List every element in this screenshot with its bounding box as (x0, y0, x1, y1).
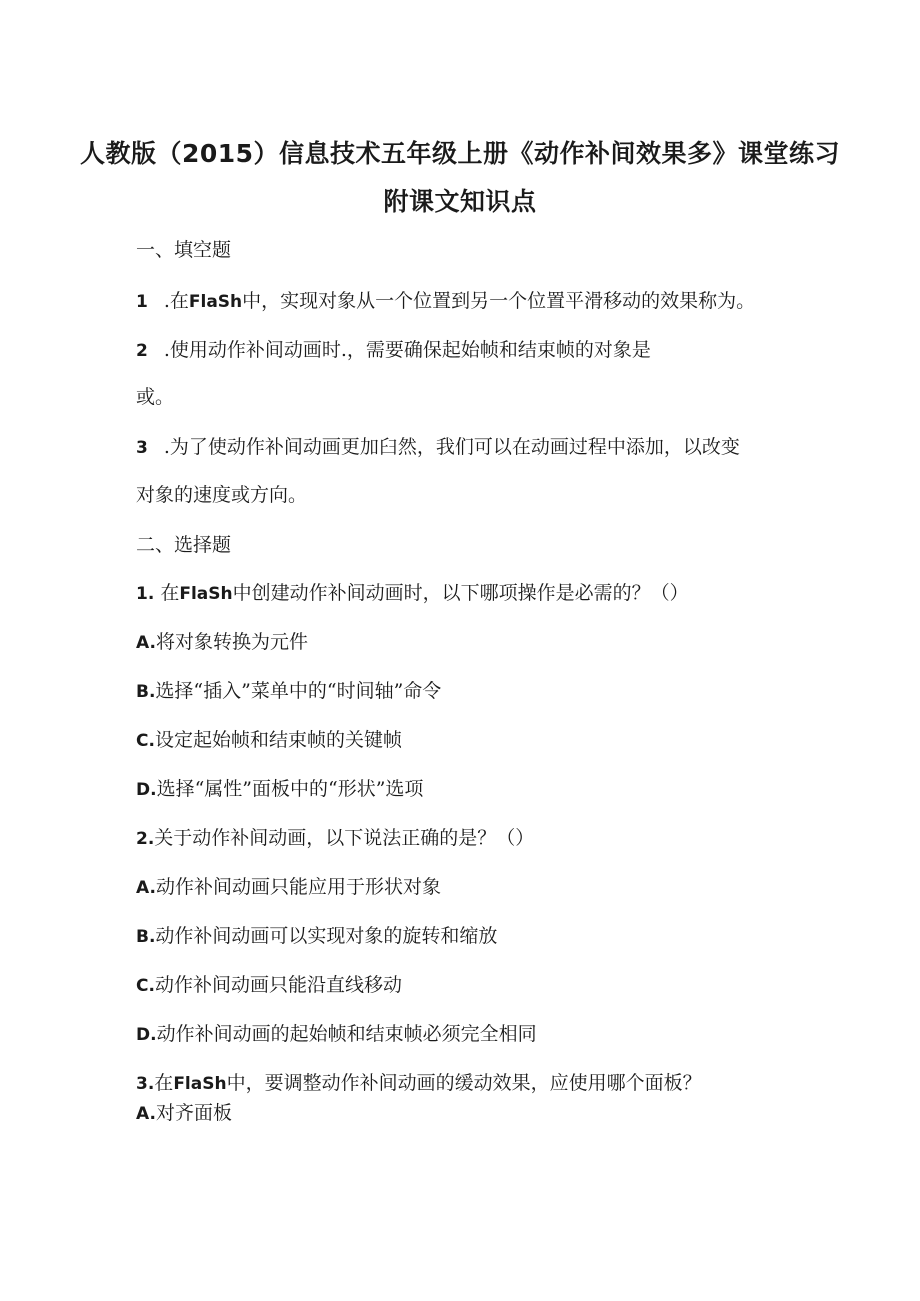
question-prefix: 在 (154, 1072, 174, 1094)
question-text: 中创建动作补间动画时，以下哪项操作是必需的？（） (232, 582, 689, 604)
question-number: 1 (136, 292, 148, 312)
option-letter: B. (136, 682, 156, 702)
option-text: 动作补间动画的起始帧和结束帧必须完全相同 (156, 1023, 537, 1045)
option-b (136, 923, 497, 950)
question-text: .使用动作补间动画时.，需要确保起始帧和结束帧的对象是 (163, 339, 651, 361)
fill-blank-question-3 (136, 434, 740, 461)
choice-question-1 (136, 580, 689, 607)
option-d (136, 776, 423, 803)
option-text: 将对象转换为元件 (155, 631, 308, 653)
option-c (136, 727, 402, 754)
question-text: .为了使动作补间动画更加臼然，我们可以在动画过程中添加，以改变 (163, 436, 740, 458)
question-prefix: 在 (154, 582, 180, 604)
option-letter: A. (136, 878, 156, 898)
choice-question-2 (136, 825, 534, 852)
question-number: 3 (136, 438, 148, 458)
option-b (136, 678, 441, 705)
option-text: 对齐面板 (155, 1102, 232, 1124)
question-continuation: 或。 (136, 386, 175, 408)
option-a (136, 874, 441, 901)
option-letter: C. (136, 976, 155, 996)
question-continuation: 对象的速度或方向。 (136, 484, 308, 506)
option-text: 动作补间动画只能应用于形状对象 (155, 876, 441, 898)
question-number: 3. (136, 1074, 155, 1094)
option-letter: D. (136, 780, 157, 800)
option-text: 选择“属性”面板中的“形状”选项 (156, 778, 424, 800)
question-number: 1. (136, 584, 155, 604)
option-letter: A. (136, 1104, 156, 1124)
option-a (136, 629, 308, 656)
fill-blank-question-1 (136, 288, 755, 315)
option-letter: B. (136, 927, 156, 947)
choice-question-3 (136, 1070, 702, 1097)
question-text: 中，实现对象从一个位置到另一个位置平滑移动的效果称为。 (242, 290, 756, 312)
document-title: 人教版（2015）信息技术五年级上册《动作补间效果多》课堂练习 (79, 139, 841, 168)
option-text: 动作补间动画可以实现对象的旋转和缩放 (155, 925, 498, 947)
software-term: FlaSh (173, 1074, 227, 1094)
section-heading-fill-blank: 一、填空题 (136, 239, 232, 261)
question-number: 2. (136, 829, 155, 849)
option-letter: C. (136, 731, 155, 751)
option-text: 设定起始帧和结束帧的关键帧 (154, 729, 402, 751)
fill-blank-question-2 (136, 337, 651, 364)
option-letter: D. (136, 1025, 157, 1045)
software-term: FlaSh (188, 292, 243, 312)
question-number: 2 (136, 341, 148, 361)
option-a (136, 1100, 232, 1127)
option-c (136, 972, 402, 999)
question-text: 中，要调整动作补间动画的缓动效果，应使用哪个面板？ (226, 1072, 702, 1094)
question-prefix: .在 (163, 290, 189, 312)
option-d (136, 1021, 537, 1048)
option-letter: A. (136, 633, 156, 653)
document-subtitle: 附课文知识点 (383, 187, 537, 216)
section-heading-multiple-choice: 二、选择题 (136, 534, 232, 556)
software-term: FlaSh (179, 584, 233, 604)
option-text: 动作补间动画只能沿直线移动 (154, 974, 402, 996)
option-text: 选择“插入”菜单中的“时间轴”命令 (155, 680, 442, 702)
question-text: 关于动作补间动画，以下说法正确的是？（） (154, 827, 535, 849)
